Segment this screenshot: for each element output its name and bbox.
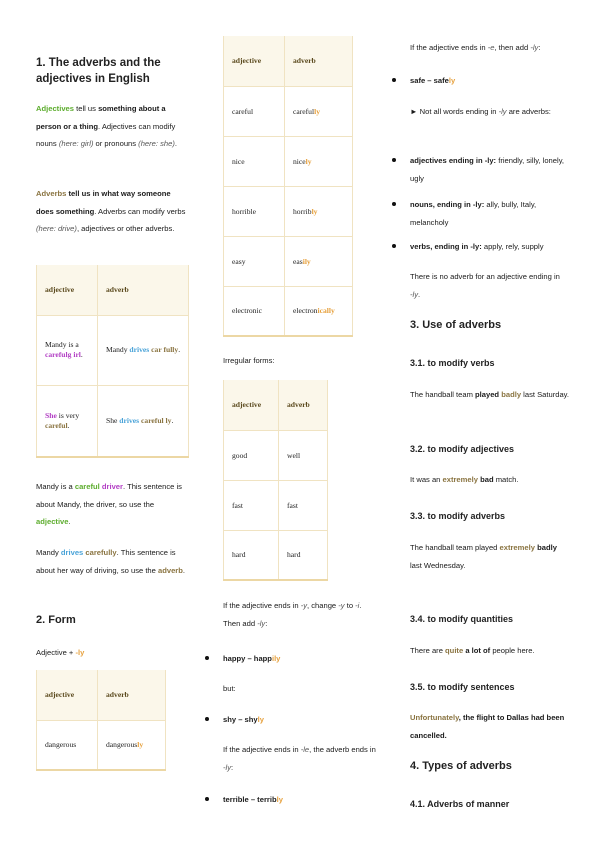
paragraph-adverb-example: Mandy drives carefully. This sentence is about her way of driving, so use the adverb. [36,548,186,575]
table-cell: good [224,430,279,480]
irregular-forms-table [223,380,328,581]
list-item-verbs: verbs, ending in -ly: apply, rely, supply [410,242,544,251]
note-not-adverbs: ► Not all words ending in -ly are adverbs: [410,107,551,116]
table-row [224,530,328,580]
table-row [224,480,328,530]
list-item-nouns: nouns, ending in -ly: ally, bully, Italy, melancholy [410,200,537,227]
irregular-label: Irregular forms: [223,356,275,365]
table-row [224,430,328,480]
regular-forms-table [223,36,353,337]
table-cell: hard [224,530,279,580]
table-cell: horrible [224,186,285,236]
table-cell: Mandy drives car fully. [98,315,189,385]
table-cell: fast [279,480,328,530]
subsection-heading-3-2: 3.2. to modify adjectives [410,444,515,454]
table-cell: dangerous [37,720,98,770]
section-heading-1: 1. The adverbs and the adjectives in English [36,57,161,85]
table-cell: nicely [285,136,353,186]
example-safe: safe – safely [410,76,456,85]
header-cell: adverb [98,670,166,720]
example-3-5: Unfortunately, the flight to Dallas had been cancelled. [410,713,565,740]
bullet [392,244,396,248]
table-cell: dangerously [98,720,166,770]
bullet [392,78,396,82]
header-cell: adjective [224,380,279,430]
header-cell: adjective [37,265,98,315]
paragraph-adverbs: Adverbs tell us in what way someone does something. Adverbs can modify verbs (here: drive), adjectives or other adverbs. [36,189,186,233]
header-cell: adverb [285,36,353,86]
bullet [392,158,396,162]
no-adverb-note: There is no adverb for an adjective ending in -ly. [410,272,560,299]
table-cell: She is very careful. [37,385,98,457]
subsection-heading-3-3: 3.3. to modify adverbs [410,511,506,521]
bullet [392,202,396,206]
subsection-heading-4-1: 4.1. Adverbs of manner [410,799,510,809]
table-row [224,186,353,236]
example-3-3: The handball team played extremely badly last Wednesday. [410,543,557,570]
table-cell: easily [285,236,353,286]
example-happy: happy – happily [223,654,281,663]
table-row [224,86,353,136]
example-terrible: terrible – terribly [223,795,283,804]
table-row [37,720,166,770]
paragraph-adjective-example: Mandy is a careful driver. This sentence is about Mandy, the driver, so use the adjective. [36,482,182,526]
table-cell: careful [224,86,285,136]
table-cell: fast [224,480,279,530]
comparison-table [36,265,189,458]
table-row [224,286,353,336]
table-cell: electronically [285,286,353,336]
example-shy: shy – shyly [223,715,264,724]
table-cell: Mandy is a carefulg irl. [37,315,98,385]
table-cell: electronic [224,286,285,336]
table-cell: nice [224,136,285,186]
form-rule: Adjective + -ly [36,648,85,657]
header-cell: adjective [224,36,285,86]
header-cell: adverb [98,265,189,315]
section-heading-2: 2. Form [36,614,76,626]
example-3-4: There are quite a lot of people here. [410,646,535,655]
bullet [205,797,209,801]
subsection-heading-3-1: 3.1. to modify verbs [410,358,495,368]
section-heading-3: 3. Use of adverbs [410,319,502,331]
example-3-1: The handball team played badly last Saturday. [410,390,570,399]
form-table [36,670,166,771]
table-header-row [224,380,328,430]
table-row [224,236,353,286]
bullet [205,717,209,721]
header-cell: adjective [37,670,98,720]
bullet [205,656,209,660]
rule-ending-le: If the adjective ends in -le, the adverb ends in -ly: [223,745,376,772]
table-row [37,315,189,385]
table-cell: easy [224,236,285,286]
table-header-row [37,265,189,315]
table-row [224,136,353,186]
table-header-row [37,670,166,720]
table-cell: carefully [285,86,353,136]
paragraph-adjectives: Adjectives tell us something about a person or a thing. Adjectives can modify nouns (here: girl) or pronouns (here: she). [36,104,178,148]
subsection-heading-3-4: 3.4. to modify quantities [410,614,514,624]
table-cell: well [279,430,328,480]
but-label: but: [223,684,236,693]
table-cell: She drives careful ly. [98,385,189,457]
rule-ending-y: If the adjective ends in -y, change -y to -i. Then add -ly: [223,601,362,628]
table-header-row [224,36,353,86]
header-cell: adverb [279,380,328,430]
section-heading-4: 4. Types of adverbs [410,760,512,772]
table-row [37,385,189,457]
rule-ending-e: If the adjective ends in -e, then add -ly: [410,43,541,52]
subsection-heading-3-5: 3.5. to modify sentences [410,682,515,692]
list-item-adjectives: adjectives ending in -ly: friendly, silly, lonely, ugly [410,156,565,183]
example-3-2: It was an extremely bad match. [410,475,519,484]
table-cell: horribly [285,186,353,236]
table-cell: hard [279,530,328,580]
